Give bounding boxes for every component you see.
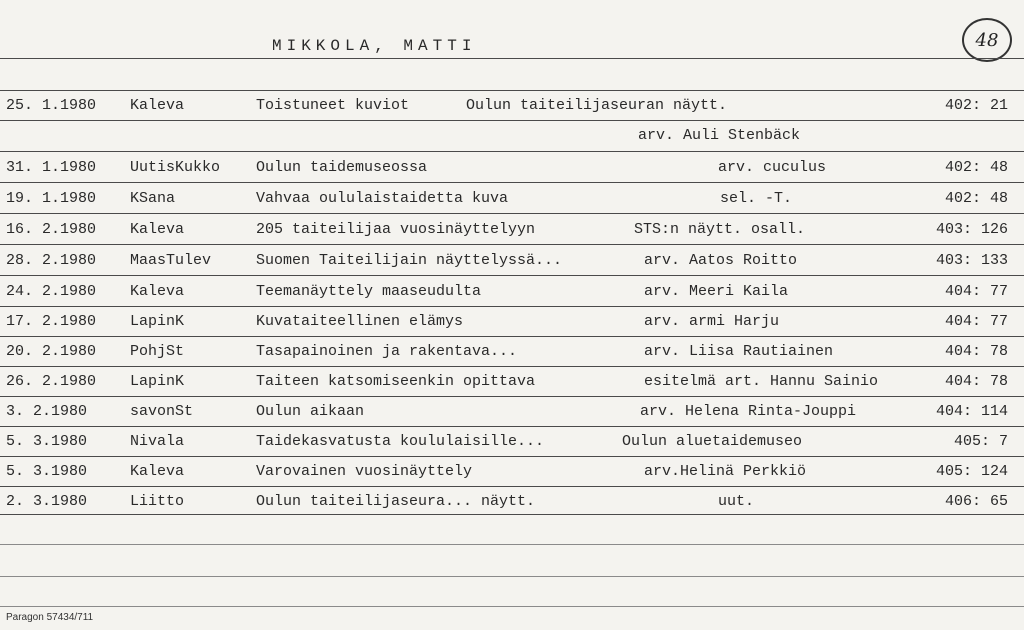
entry-source: Liitto [130, 493, 185, 510]
entry-note: arv. armi Harju [644, 313, 780, 330]
ruled-line [0, 396, 1024, 397]
ruled-line [0, 182, 1024, 183]
entry-title: Oulun aikaan [256, 403, 365, 420]
entry-note: arv. Liisa Rautiainen [644, 343, 834, 360]
entry-reference: 405: 124 [935, 463, 1008, 480]
entry-source: Kaleva [130, 221, 185, 238]
ruled-line [0, 486, 1024, 487]
entry-title: Teemanäyttely maaseudulta [256, 283, 482, 300]
entry-reference: 404: 78 [944, 343, 1008, 360]
entry-reference: 402: 21 [944, 97, 1008, 114]
ruled-line [0, 244, 1024, 245]
entry-source: Kaleva [130, 463, 185, 480]
ruled-line [0, 120, 1024, 121]
entry-reference: 402: 48 [944, 159, 1008, 176]
entry-note: arv. Helena Rinta-Jouppi [640, 403, 857, 420]
print-code: Paragon 57434/711 [6, 612, 94, 623]
entry-note: Oulun aluetaidemuseo [622, 433, 803, 450]
entry-reference: 404: 77 [944, 283, 1008, 300]
entry-date: 19. 1.1980 [6, 190, 97, 207]
entry-title: Oulun taiteilijaseura... näytt. [256, 493, 536, 510]
entry-note: STS:n näytt. osall. [634, 221, 806, 238]
entry-date: 31. 1.1980 [6, 159, 97, 176]
entry-title: 205 taiteilijaa vuosinäyttelyyn [256, 221, 536, 238]
ruled-line [0, 514, 1024, 515]
entry-title: Taidekasvatusta koululaisille... [256, 433, 545, 450]
ruled-line [0, 576, 1024, 577]
entry-date: 17. 2.1980 [6, 313, 97, 330]
entry-note: arv. Meeri Kaila [644, 283, 789, 300]
entry-source: KSana [130, 190, 176, 207]
entry-title: Toistuneet kuviot [256, 97, 410, 114]
ruled-line [0, 456, 1024, 457]
entry-source: LapinK [130, 313, 185, 330]
entry-title: Kuvataiteellinen elämys [256, 313, 464, 330]
entry-reference: 402: 48 [944, 190, 1008, 207]
entry-date: 5. 3.1980 [6, 433, 88, 450]
entry-note: arv. cuculus [718, 159, 827, 176]
entry-note: Oulun taiteilijaseuran näytt. [466, 97, 728, 114]
entry-date: 24. 2.1980 [6, 283, 97, 300]
entry-reference: 406: 65 [944, 493, 1008, 510]
entry-date: 20. 2.1980 [6, 343, 97, 360]
ruled-line [0, 544, 1024, 545]
ruled-line [0, 90, 1024, 91]
entry-date: 16. 2.1980 [6, 221, 97, 238]
entry-title: Oulun taidemuseossa [256, 159, 428, 176]
entry-source: savonSt [130, 403, 194, 420]
entry-reference: 404: 78 [944, 373, 1008, 390]
entry-date: 3. 2.1980 [6, 403, 88, 420]
entry-title: Varovainen vuosinäyttely [256, 463, 473, 480]
entry-date: 26. 2.1980 [6, 373, 97, 390]
entry-title: Vahvaa oululaistaidetta kuva [256, 190, 509, 207]
entry-reference: 404: 77 [944, 313, 1008, 330]
entry-date: 5. 3.1980 [6, 463, 88, 480]
ruled-line [0, 336, 1024, 337]
entry-title: Taiteen katsomiseenkin opittava [256, 373, 536, 390]
ruled-line [0, 275, 1024, 276]
entry-reference: 405: 7 [953, 433, 1008, 450]
ruled-line [0, 366, 1024, 367]
entry-source: Kaleva [130, 283, 185, 300]
entry-note: arv. Auli Stenbäck [638, 127, 801, 144]
ruled-line [0, 306, 1024, 307]
entry-title: Tasapainoinen ja rakentava... [256, 343, 518, 360]
entry-date: 2. 3.1980 [6, 493, 88, 510]
entry-source: MaasTulev [130, 252, 212, 269]
entry-title: Suomen Taiteilijain näyttelyssä... [256, 252, 563, 269]
entry-reference: 404: 114 [935, 403, 1008, 420]
entry-note: uut. [718, 493, 755, 510]
entry-reference: 403: 126 [935, 221, 1008, 238]
ruled-line [0, 213, 1024, 214]
entry-note: esitelmä art. Hannu Sainio [644, 373, 879, 390]
entry-source: PohjSt [130, 343, 185, 360]
entry-source: UutisKukko [130, 159, 221, 176]
entry-reference: 403: 133 [935, 252, 1008, 269]
ruled-line [0, 606, 1024, 607]
entry-source: LapinK [130, 373, 185, 390]
entry-note: arv.Helinä Perkkiö [644, 463, 807, 480]
entry-source: Kaleva [130, 97, 185, 114]
entry-note: arv. Aatos Roitto [644, 252, 798, 269]
entry-date: 25. 1.1980 [6, 97, 97, 114]
ruled-line [0, 426, 1024, 427]
person-name: MIKKOLA, MATTI [272, 37, 477, 55]
ruled-line [0, 58, 1024, 59]
entry-date: 28. 2.1980 [6, 252, 97, 269]
card-number-badge: 48 [962, 18, 1012, 62]
entry-source: Nivala [130, 433, 185, 450]
ruled-line [0, 151, 1024, 152]
entry-note: sel. -T. [720, 190, 793, 207]
